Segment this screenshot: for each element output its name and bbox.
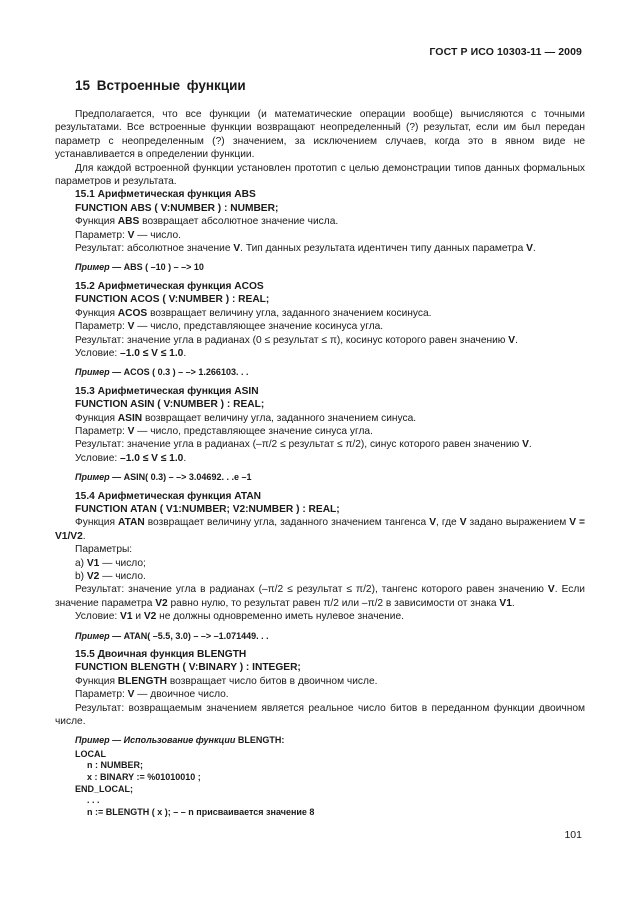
code-line: END_LOCAL; bbox=[75, 783, 133, 794]
prototype-blength: FUNCTION BLENGTH ( V:BINARY ) : INTEGER; bbox=[75, 662, 301, 674]
parameter-blength: Параметр: V — двоичное число. bbox=[75, 689, 229, 701]
code-line: n : NUMBER; bbox=[87, 760, 143, 771]
description-acos: Функция ACOS возвращает величину угла, заданного значением косинуса. bbox=[75, 307, 432, 319]
description-atan: Функция ATAN возвращает величину угла, заданного значением тангенса V, где V задано выражением V = V1/V2. bbox=[55, 517, 586, 542]
example-atan: Пример — ATAN( –5.5, 3.0) – –> –1.071449. . . bbox=[75, 630, 269, 641]
parameters-label-atan: Параметры: bbox=[75, 544, 133, 556]
subsection-heading-acos: 15.2 Арифметическая функция ACOS bbox=[75, 280, 264, 292]
subsection-heading-asin: 15.3 Арифметическая функция ASIN bbox=[75, 385, 259, 397]
prototype-atan: FUNCTION ATAN ( V1:NUMBER; V2:NUMBER ) : REAL; bbox=[75, 503, 340, 515]
section-title: 15 Встроенные функции bbox=[75, 78, 246, 93]
subsection-heading-atan: 15.4 Арифметическая функция ATAN bbox=[75, 490, 262, 502]
result-asin: Результат: значение угла в радианах (–π/2 ≤ результат ≤ π/2), синус которого равен значению V. bbox=[75, 439, 532, 451]
subsection-heading-abs: 15.1 Арифметическая функция ABS bbox=[75, 189, 256, 201]
code-line: . . . bbox=[87, 795, 100, 806]
body-text bbox=[55, 108, 585, 818]
description-asin: Функция ASIN возвращает величину угла, заданного значением синуса. bbox=[75, 412, 417, 424]
page-number: 101 bbox=[564, 829, 582, 841]
condition-asin: Условие: –1.0 ≤ V ≤ 1.0. bbox=[75, 452, 187, 464]
prototype-abs: FUNCTION ABS ( V:NUMBER ) : NUMBER; bbox=[75, 202, 279, 214]
parameter-abs: Параметр: V — число. bbox=[75, 229, 181, 241]
code-line: x : BINARY := %01010010 ; bbox=[87, 772, 201, 783]
result-blength: Результат: возвращаемым значением является реальное число битов в переданном функции двоичном числе. bbox=[55, 702, 585, 728]
parameter-a-atan: a) V1 — число; bbox=[75, 557, 146, 569]
condition-atan: Условие: V1 и V2 не должны одновременно иметь нулевое значение. bbox=[75, 611, 404, 623]
result-atan: Результат: значение угла в радианах (–π/2 ≤ результат ≤ π/2), тангенс которого равен значению V. Если значение параметра V2 равно нулю, то результат равен π/2 или –π/2 в зависимости от знака V1. bbox=[55, 584, 586, 609]
parameter-acos: Параметр: V — число, представляющее значение косинуса угла. bbox=[75, 321, 384, 333]
code-line: LOCAL bbox=[75, 748, 106, 759]
intro-paragraph-1: Предполагается, что все функции (и математические операции вообще) вычисляются с точными результатами. Все встроенные функции возвращают неопределенный (?) результат, если им был передан параметр с неопределенным (?) значением, за исключением случаев, когда это в явном виде не устанавливается в определении функции. bbox=[55, 109, 585, 161]
result-acos: Результат: значение угла в радианах (0 ≤ результат ≤ π), косинус которого равен значению V. bbox=[75, 334, 518, 346]
code-line: n := BLENGTH ( x ); – – n присваивается значение 8 bbox=[87, 806, 315, 817]
example-abs: Пример — ABS ( –10 ) – –> 10 bbox=[75, 262, 204, 273]
description-blength: Функция BLENGTH возвращает число битов в двоичном числе. bbox=[75, 675, 378, 687]
example-title-blength: Пример — Использование функции BLENGTH: bbox=[75, 735, 285, 746]
parameter-b-atan: b) V2 — число. bbox=[75, 571, 146, 582]
subsection-heading-blength: 15.5 Двоичная функция BLENGTH bbox=[75, 649, 247, 661]
running-header: ГОСТ Р ИСО 10303-11 — 2009 bbox=[429, 46, 582, 58]
example-acos: Пример — ACOS ( 0.3 ) – –> 1.266103. . . bbox=[75, 367, 249, 378]
description-abs: Функция ABS возвращает абсолютное значение числа. bbox=[75, 216, 339, 228]
parameter-asin: Параметр: V — число, представляющее значение синуса угла. bbox=[75, 425, 373, 437]
intro-paragraph-2: Для каждой встроенной функции установлен прототип с целью демонстрации типов данных формальных параметров и результата. bbox=[55, 162, 585, 188]
prototype-acos: FUNCTION ACOS ( V:NUMBER ) : REAL; bbox=[75, 294, 270, 306]
prototype-asin: FUNCTION ASIN ( V:NUMBER ) : REAL; bbox=[75, 399, 265, 411]
condition-acos: Условие: –1.0 ≤ V ≤ 1.0. bbox=[75, 347, 187, 359]
result-abs: Результат: абсолютное значение V. Тип данных результата идентичен типу данных параметра V. bbox=[75, 243, 536, 255]
example-asin: Пример — ASIN( 0.3) – –> 3.04692. . .e –1 bbox=[75, 472, 252, 483]
